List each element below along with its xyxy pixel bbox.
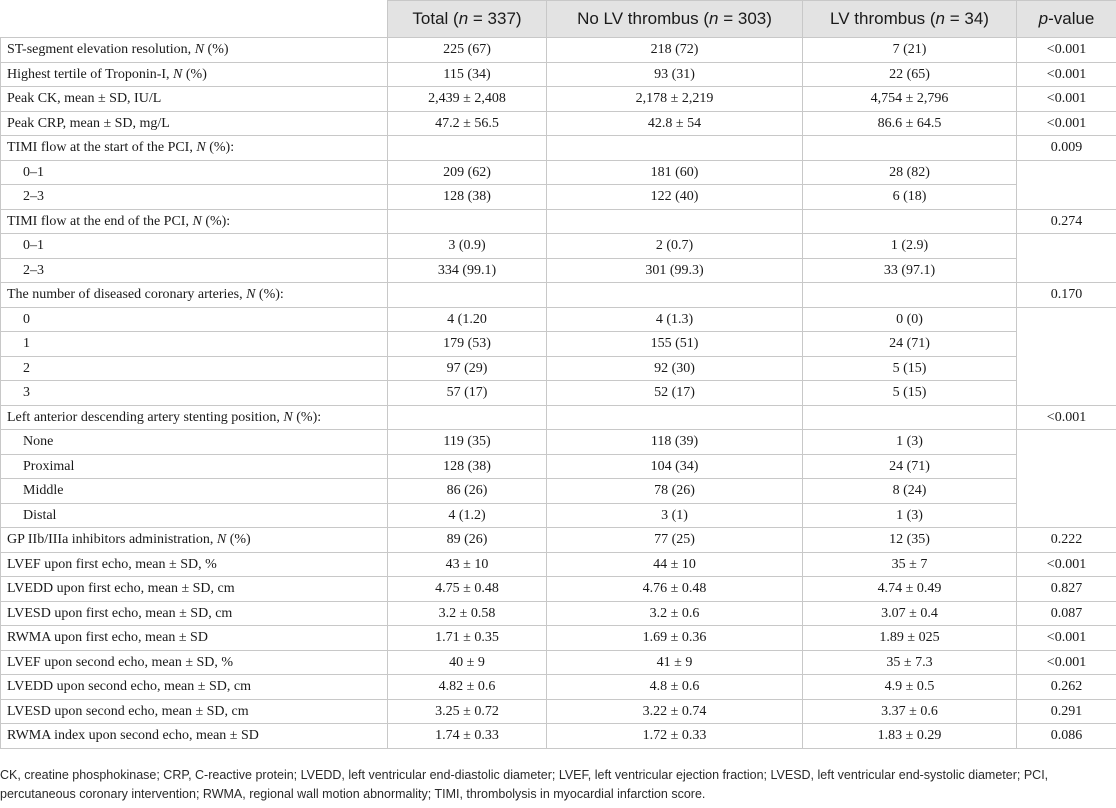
cell-no-lv-thrombus: 181 (60) (547, 160, 803, 185)
cell-no-lv-thrombus: 3 (1) (547, 503, 803, 528)
table-row (1, 234, 1116, 259)
row-label: LVEDD upon second echo, mean ± SD, cm (1, 675, 388, 700)
table-row (1, 405, 1116, 430)
cell-no-lv-thrombus: 218 (72) (547, 38, 803, 63)
header-lv-thrombus: LV thrombus (n = 34) (803, 1, 1017, 38)
row-label: 1 (1, 332, 388, 357)
table-row (1, 577, 1116, 602)
row-label: ST-segment elevation resolution, N (%) (1, 38, 388, 63)
row-label: LVEF upon second echo, mean ± SD, % (1, 650, 388, 675)
cell-total: 334 (99.1) (388, 258, 547, 283)
cell-no-lv-thrombus (547, 283, 803, 308)
table-row (1, 38, 1116, 63)
cell-total: 128 (38) (388, 185, 547, 210)
table-row (1, 381, 1116, 406)
row-label: 3 (1, 381, 388, 406)
row-label: TIMI flow at the end of the PCI, N (%): (1, 209, 388, 234)
table-row (1, 528, 1116, 553)
cell-no-lv-thrombus: 4.76 ± 0.48 (547, 577, 803, 602)
row-label: The number of diseased coronary arteries, N (%): (1, 283, 388, 308)
row-label: RWMA upon first echo, mean ± SD (1, 626, 388, 651)
row-label: 0 (1, 307, 388, 332)
table-row (1, 650, 1116, 675)
cell-total: 128 (38) (388, 454, 547, 479)
table-row (1, 136, 1116, 161)
cell-p-value: 0.262 (1017, 675, 1116, 700)
row-label: TIMI flow at the start of the PCI, N (%): (1, 136, 388, 161)
cell-no-lv-thrombus: 92 (30) (547, 356, 803, 381)
cell-lv-thrombus (803, 209, 1017, 234)
cell-no-lv-thrombus: 104 (34) (547, 454, 803, 479)
header-p-value: p-value (1017, 1, 1116, 38)
cell-total (388, 405, 547, 430)
cell-lv-thrombus: 24 (71) (803, 454, 1017, 479)
cell-no-lv-thrombus: 155 (51) (547, 332, 803, 357)
cell-lv-thrombus: 7 (21) (803, 38, 1017, 63)
cell-total: 4 (1.20 (388, 307, 547, 332)
cell-total (388, 136, 547, 161)
cell-lv-thrombus: 8 (24) (803, 479, 1017, 504)
cell-lv-thrombus: 1 (3) (803, 430, 1017, 455)
cell-p-value: 0.222 (1017, 528, 1116, 553)
cell-total (388, 283, 547, 308)
cell-no-lv-thrombus: 77 (25) (547, 528, 803, 553)
cell-lv-thrombus: 5 (15) (803, 381, 1017, 406)
cell-p-value-merged (1017, 307, 1116, 405)
cell-no-lv-thrombus: 2,178 ± 2,219 (547, 87, 803, 112)
cell-lv-thrombus (803, 283, 1017, 308)
row-label: 2 (1, 356, 388, 381)
row-label: 0–1 (1, 234, 388, 259)
table-row (1, 601, 1116, 626)
table-row (1, 160, 1116, 185)
cell-lv-thrombus: 1.89 ± 025 (803, 626, 1017, 651)
row-label: Left anterior descending artery stenting position, N (%): (1, 405, 388, 430)
cell-lv-thrombus (803, 136, 1017, 161)
header-total: Total (n = 337) (388, 1, 547, 38)
cell-total: 57 (17) (388, 381, 547, 406)
cell-total: 97 (29) (388, 356, 547, 381)
cell-total: 47.2 ± 56.5 (388, 111, 547, 136)
cell-total: 209 (62) (388, 160, 547, 185)
table-row (1, 332, 1116, 357)
table-row (1, 283, 1116, 308)
cell-total: 3 (0.9) (388, 234, 547, 259)
cell-no-lv-thrombus: 2 (0.7) (547, 234, 803, 259)
cell-no-lv-thrombus: 1.72 ± 0.33 (547, 724, 803, 749)
cell-total: 2,439 ± 2,408 (388, 87, 547, 112)
table-row (1, 552, 1116, 577)
cell-p-value: <0.001 (1017, 62, 1116, 87)
cell-no-lv-thrombus: 41 ± 9 (547, 650, 803, 675)
cell-p-value: <0.001 (1017, 626, 1116, 651)
cell-p-value: <0.001 (1017, 552, 1116, 577)
row-label: LVESD upon second echo, mean ± SD, cm (1, 699, 388, 724)
table-row (1, 356, 1116, 381)
cell-p-value: 0.291 (1017, 699, 1116, 724)
table-row (1, 479, 1116, 504)
table-row (1, 724, 1116, 749)
table-row (1, 258, 1116, 283)
cell-lv-thrombus: 28 (82) (803, 160, 1017, 185)
cell-total: 86 (26) (388, 479, 547, 504)
cell-p-value: <0.001 (1017, 405, 1116, 430)
cell-total: 119 (35) (388, 430, 547, 455)
table-row (1, 454, 1116, 479)
cell-total (388, 209, 547, 234)
cell-p-value-merged (1017, 430, 1116, 528)
cell-no-lv-thrombus (547, 209, 803, 234)
cell-p-value-merged (1017, 160, 1116, 209)
row-label: 0–1 (1, 160, 388, 185)
cell-lv-thrombus: 1.83 ± 0.29 (803, 724, 1017, 749)
cell-lv-thrombus (803, 405, 1017, 430)
cell-no-lv-thrombus: 42.8 ± 54 (547, 111, 803, 136)
cell-no-lv-thrombus (547, 405, 803, 430)
cell-p-value: <0.001 (1017, 111, 1116, 136)
cell-lv-thrombus: 0 (0) (803, 307, 1017, 332)
cell-p-value: <0.001 (1017, 650, 1116, 675)
row-label: Proximal (1, 454, 388, 479)
table-row (1, 209, 1116, 234)
cell-lv-thrombus: 1 (2.9) (803, 234, 1017, 259)
cell-no-lv-thrombus: 44 ± 10 (547, 552, 803, 577)
row-label: RWMA index upon second echo, mean ± SD (1, 724, 388, 749)
row-label: None (1, 430, 388, 455)
row-label: Peak CK, mean ± SD, IU/L (1, 87, 388, 112)
cell-lv-thrombus: 4,754 ± 2,796 (803, 87, 1017, 112)
cell-total: 4.82 ± 0.6 (388, 675, 547, 700)
table-row (1, 626, 1116, 651)
cell-total: 1.71 ± 0.35 (388, 626, 547, 651)
table-row (1, 307, 1116, 332)
row-label: 2–3 (1, 258, 388, 283)
cell-no-lv-thrombus: 4.8 ± 0.6 (547, 675, 803, 700)
table-row (1, 675, 1116, 700)
table-row (1, 430, 1116, 455)
row-label: Distal (1, 503, 388, 528)
cell-lv-thrombus: 12 (35) (803, 528, 1017, 553)
table-header-row (1, 1, 1116, 38)
cell-lv-thrombus: 35 ± 7.3 (803, 650, 1017, 675)
cell-lv-thrombus: 4.9 ± 0.5 (803, 675, 1017, 700)
cell-lv-thrombus: 6 (18) (803, 185, 1017, 210)
cell-lv-thrombus: 5 (15) (803, 356, 1017, 381)
cell-total: 40 ± 9 (388, 650, 547, 675)
cell-p-value-merged (1017, 234, 1116, 283)
table-row (1, 111, 1116, 136)
cell-no-lv-thrombus: 301 (99.3) (547, 258, 803, 283)
row-label: LVEDD upon first echo, mean ± SD, cm (1, 577, 388, 602)
cell-no-lv-thrombus (547, 136, 803, 161)
cell-p-value: 0.274 (1017, 209, 1116, 234)
cell-p-value: <0.001 (1017, 38, 1116, 63)
cell-no-lv-thrombus: 122 (40) (547, 185, 803, 210)
cell-no-lv-thrombus: 3.22 ± 0.74 (547, 699, 803, 724)
row-label: 2–3 (1, 185, 388, 210)
row-label: LVESD upon first echo, mean ± SD, cm (1, 601, 388, 626)
cell-p-value: 0.170 (1017, 283, 1116, 308)
table-row (1, 699, 1116, 724)
cell-total: 1.74 ± 0.33 (388, 724, 547, 749)
table-footnote: CK, creatine phosphokinase; CRP, C-reactive protein; LVEDD, left ventricular end-diastolic diameter; LVEF, left ventricular ejection fraction; LVESD, left ventricular end-systolic diameter; PCI, percutaneous coronary intervention; RWMA, regional wall motion abnormality; TIMI, thrombolysis in myocardial infarction score. (0, 768, 1049, 801)
header-empty-cell (1, 1, 388, 38)
cell-p-value: 0.086 (1017, 724, 1116, 749)
cell-no-lv-thrombus: 4 (1.3) (547, 307, 803, 332)
cell-lv-thrombus: 86.6 ± 64.5 (803, 111, 1017, 136)
header-no-lv-thrombus: No LV thrombus (n = 303) (547, 1, 803, 38)
row-label: GP IIb/IIIa inhibitors administration, N (%) (1, 528, 388, 553)
cell-no-lv-thrombus: 1.69 ± 0.36 (547, 626, 803, 651)
table-row (1, 62, 1116, 87)
cell-total: 179 (53) (388, 332, 547, 357)
cell-lv-thrombus: 3.07 ± 0.4 (803, 601, 1017, 626)
table-row (1, 87, 1116, 112)
cell-no-lv-thrombus: 3.2 ± 0.6 (547, 601, 803, 626)
cell-lv-thrombus: 4.74 ± 0.49 (803, 577, 1017, 602)
cell-no-lv-thrombus: 52 (17) (547, 381, 803, 406)
cell-lv-thrombus: 1 (3) (803, 503, 1017, 528)
cell-p-value: 0.087 (1017, 601, 1116, 626)
cell-lv-thrombus: 22 (65) (803, 62, 1017, 87)
cell-total: 225 (67) (388, 38, 547, 63)
cell-lv-thrombus: 35 ± 7 (803, 552, 1017, 577)
cell-lv-thrombus: 33 (97.1) (803, 258, 1017, 283)
cell-p-value: 0.827 (1017, 577, 1116, 602)
table-row (1, 503, 1116, 528)
cell-p-value: <0.001 (1017, 87, 1116, 112)
cell-total: 4 (1.2) (388, 503, 547, 528)
row-label: LVEF upon first echo, mean ± SD, % (1, 552, 388, 577)
table-body (1, 38, 1116, 749)
row-label: Peak CRP, mean ± SD, mg/L (1, 111, 388, 136)
row-label: Middle (1, 479, 388, 504)
cell-lv-thrombus: 3.37 ± 0.6 (803, 699, 1017, 724)
cell-total: 4.75 ± 0.48 (388, 577, 547, 602)
cell-total: 3.2 ± 0.58 (388, 601, 547, 626)
cell-total: 3.25 ± 0.72 (388, 699, 547, 724)
cell-p-value: 0.009 (1017, 136, 1116, 161)
row-label: Highest tertile of Troponin-I, N (%) (1, 62, 388, 87)
cell-total: 43 ± 10 (388, 552, 547, 577)
cell-total: 115 (34) (388, 62, 547, 87)
cell-no-lv-thrombus: 78 (26) (547, 479, 803, 504)
cell-no-lv-thrombus: 93 (31) (547, 62, 803, 87)
table-row (1, 185, 1116, 210)
cell-lv-thrombus: 24 (71) (803, 332, 1017, 357)
cell-no-lv-thrombus: 118 (39) (547, 430, 803, 455)
cell-total: 89 (26) (388, 528, 547, 553)
